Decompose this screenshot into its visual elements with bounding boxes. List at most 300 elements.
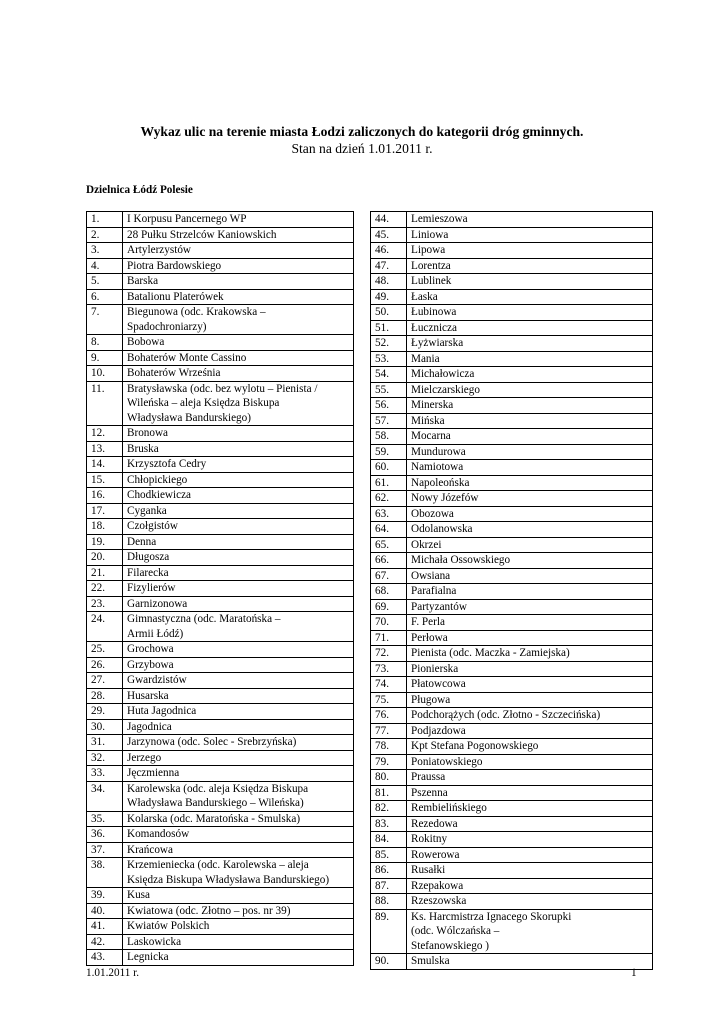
street-name xyxy=(123,534,354,550)
row-number: 71. xyxy=(371,630,407,646)
street-name xyxy=(123,934,354,950)
street-name-line: Kwiatowa (odc. Złotno – pos. nr 39) xyxy=(127,904,291,917)
street-name xyxy=(123,673,354,689)
row-number: 85. xyxy=(371,847,407,863)
table-row xyxy=(371,429,653,445)
table-row xyxy=(371,289,653,305)
street-name-line: Rowerowa xyxy=(411,848,460,861)
street-name xyxy=(407,460,653,476)
row-number: 7. xyxy=(87,305,123,335)
street-name-line: Armii Łódź) xyxy=(127,627,184,640)
row-number: 20. xyxy=(87,550,123,566)
table-row xyxy=(371,491,653,507)
row-number: 18. xyxy=(87,519,123,535)
street-name xyxy=(123,858,354,888)
street-name xyxy=(407,506,653,522)
street-name xyxy=(123,903,354,919)
street-name-line: Lublinek xyxy=(411,275,452,287)
row-number: 76. xyxy=(371,708,407,724)
street-name xyxy=(123,503,354,519)
street-name-line: Smulska xyxy=(411,955,450,967)
table-row xyxy=(371,320,653,336)
street-name-line: F. Perla xyxy=(411,616,445,628)
street-name-line: Spadochroniarzy) xyxy=(127,320,207,333)
table-row xyxy=(371,909,653,954)
street-name xyxy=(123,781,354,811)
row-number: 38. xyxy=(87,858,123,888)
street-name xyxy=(123,335,354,351)
table-row xyxy=(371,785,653,801)
table-row xyxy=(87,503,354,519)
street-name-line: Lorentza xyxy=(411,259,451,272)
street-name xyxy=(407,692,653,708)
table-row xyxy=(371,832,653,848)
street-name-line: Lemieszowa xyxy=(411,213,468,225)
street-name-line: Chłopickiego xyxy=(127,473,188,486)
street-name xyxy=(123,888,354,904)
street-name-line: Płatowcowa xyxy=(411,678,466,690)
street-name-line: Pionierska xyxy=(411,662,459,675)
table-row xyxy=(371,708,653,724)
row-number: 51. xyxy=(371,320,407,336)
street-name-line: Komandosów xyxy=(127,828,190,840)
street-name xyxy=(123,596,354,612)
table-row xyxy=(371,227,653,243)
street-name xyxy=(123,550,354,566)
row-number: 8. xyxy=(87,335,123,351)
street-name xyxy=(407,336,653,352)
row-number: 14. xyxy=(87,457,123,473)
row-number: 55. xyxy=(371,382,407,398)
table-row xyxy=(87,827,354,843)
street-name xyxy=(407,739,653,755)
street-name-line: Perłowa xyxy=(411,631,448,644)
table-row xyxy=(87,919,354,935)
street-name xyxy=(407,444,653,460)
row-number: 47. xyxy=(371,258,407,274)
street-name xyxy=(123,488,354,504)
street-name xyxy=(123,519,354,535)
street-name-line: Krzysztofa Cedry xyxy=(127,458,207,470)
row-number: 58. xyxy=(371,429,407,445)
street-name xyxy=(407,646,653,662)
street-name xyxy=(123,426,354,442)
row-number: 17. xyxy=(87,503,123,519)
table-row xyxy=(87,781,354,811)
row-number: 56. xyxy=(371,398,407,414)
street-name xyxy=(123,750,354,766)
row-number: 59. xyxy=(371,444,407,460)
table-row xyxy=(87,842,354,858)
row-number: 69. xyxy=(371,599,407,615)
table-row xyxy=(87,472,354,488)
street-name xyxy=(407,398,653,414)
street-name-line: Rokitny xyxy=(411,833,448,845)
table-row xyxy=(87,488,354,504)
table-row xyxy=(87,596,354,612)
street-name-line: Karolewska (odc. aleja Księdza Biskupa xyxy=(127,782,309,795)
row-number: 24. xyxy=(87,612,123,642)
row-number: 61. xyxy=(371,475,407,491)
row-number: 66. xyxy=(371,553,407,569)
street-name xyxy=(407,227,653,243)
table-row xyxy=(87,704,354,720)
street-name-line: Władysława Bandurskiego – Wileńska) xyxy=(127,797,304,809)
row-number: 90. xyxy=(371,954,407,970)
row-number: 78. xyxy=(371,739,407,755)
street-name-line: Legnicka xyxy=(127,951,169,963)
table-row xyxy=(87,350,354,366)
row-number: 46. xyxy=(371,243,407,259)
table-row xyxy=(371,444,653,460)
row-number: 40. xyxy=(87,903,123,919)
street-name xyxy=(407,832,653,848)
street-name-line: Grochowa xyxy=(127,643,174,655)
street-name xyxy=(407,475,653,491)
street-name-line: Mińska xyxy=(411,414,445,427)
street-name xyxy=(123,274,354,290)
table-row xyxy=(371,878,653,894)
table-row xyxy=(87,688,354,704)
street-name-line: Mundurowa xyxy=(411,445,466,458)
street-name-line: Bohaterów Monte Cassino xyxy=(127,351,247,364)
street-name-line: Rezedowa xyxy=(411,817,458,830)
row-number: 81. xyxy=(371,785,407,801)
row-number: 30. xyxy=(87,719,123,735)
row-number: 10. xyxy=(87,366,123,382)
street-name xyxy=(123,472,354,488)
row-number: 16. xyxy=(87,488,123,504)
street-name-line: Kwiatów Polskich xyxy=(127,920,210,932)
table-row xyxy=(371,460,653,476)
street-name-line: Minerska xyxy=(411,399,454,411)
street-name xyxy=(123,735,354,751)
street-name xyxy=(123,642,354,658)
street-name-line: Rzeszowska xyxy=(411,895,467,907)
row-number: 83. xyxy=(371,816,407,832)
document-title: Wykaz ulic na terenie miasta Łodzi zaliczonych do kategorii dróg gminnych. xyxy=(140,124,584,139)
row-number: 6. xyxy=(87,289,123,305)
street-name-line: Bronowa xyxy=(127,427,169,439)
document-subtitle: Stan na dzień 1.01.2011 r. xyxy=(291,141,433,156)
row-number: 68. xyxy=(371,584,407,600)
table-row xyxy=(87,243,354,259)
table-row xyxy=(87,534,354,550)
row-number: 19. xyxy=(87,534,123,550)
street-name xyxy=(407,708,653,724)
row-number: 65. xyxy=(371,537,407,553)
table-row xyxy=(87,888,354,904)
street-name-line: Rusałki xyxy=(411,864,446,876)
street-name xyxy=(407,243,653,259)
table-row xyxy=(371,754,653,770)
row-number: 74. xyxy=(371,677,407,693)
table-row xyxy=(371,212,653,228)
street-name xyxy=(407,537,653,553)
row-number: 64. xyxy=(371,522,407,538)
street-name-line: Bobowa xyxy=(127,336,165,348)
street-name xyxy=(123,243,354,259)
table-row xyxy=(87,441,354,457)
table-row xyxy=(87,274,354,290)
table-row xyxy=(371,599,653,615)
table-row xyxy=(371,863,653,879)
row-number: 86. xyxy=(371,863,407,879)
streets-table-left xyxy=(86,211,354,966)
street-name xyxy=(407,863,653,879)
street-name xyxy=(407,661,653,677)
street-name xyxy=(123,350,354,366)
street-name-line: Partyzantów xyxy=(411,600,467,613)
district-heading: Dzielnica Łódź Polesie xyxy=(86,184,193,196)
table-row xyxy=(371,413,653,429)
table-row xyxy=(371,630,653,646)
table-row xyxy=(371,553,653,569)
street-name-line: Cyganka xyxy=(127,504,167,517)
row-number: 21. xyxy=(87,565,123,581)
street-name xyxy=(123,305,354,335)
street-name-line: Podjazdowa xyxy=(411,724,466,737)
row-number: 4. xyxy=(87,258,123,274)
row-number: 31. xyxy=(87,735,123,751)
table-row xyxy=(87,212,354,228)
table-row xyxy=(371,258,653,274)
row-number: 44. xyxy=(371,212,407,228)
row-number: 82. xyxy=(371,801,407,817)
street-name xyxy=(123,704,354,720)
street-name-line: Artylerzystów xyxy=(127,244,192,256)
street-name xyxy=(123,212,354,228)
street-name-line: Odolanowska xyxy=(411,523,473,535)
table-row xyxy=(87,811,354,827)
table-row xyxy=(87,950,354,966)
street-name-line: Łubinowa xyxy=(411,306,457,318)
row-number: 22. xyxy=(87,581,123,597)
table-row xyxy=(87,550,354,566)
row-number: 15. xyxy=(87,472,123,488)
street-name xyxy=(123,657,354,673)
street-name xyxy=(407,258,653,274)
street-name-line: Lipowa xyxy=(411,244,446,256)
row-number: 72. xyxy=(371,646,407,662)
table-row xyxy=(87,903,354,919)
street-name-line: Czołgistów xyxy=(127,520,178,532)
street-name xyxy=(123,457,354,473)
table-row xyxy=(87,335,354,351)
table-row xyxy=(371,770,653,786)
table-row xyxy=(371,954,653,970)
table-row xyxy=(371,382,653,398)
street-name-line: Jęczmienna xyxy=(127,767,180,779)
table-row xyxy=(87,858,354,888)
table-row xyxy=(371,475,653,491)
street-name-line: Łucznicza xyxy=(411,321,457,334)
street-name xyxy=(407,909,653,954)
table-row xyxy=(371,305,653,321)
street-name xyxy=(407,522,653,538)
row-number: 80. xyxy=(371,770,407,786)
street-name-line: Mania xyxy=(411,352,440,365)
row-number: 23. xyxy=(87,596,123,612)
street-name-line: Władysława Bandurskiego) xyxy=(127,411,251,424)
street-name xyxy=(407,878,653,894)
street-name-line: Biegunowa (odc. Krakowska – xyxy=(127,306,266,318)
row-number: 45. xyxy=(371,227,407,243)
table-row xyxy=(87,519,354,535)
row-number: 84. xyxy=(371,832,407,848)
street-name xyxy=(407,816,653,832)
street-name xyxy=(407,382,653,398)
street-name xyxy=(123,766,354,782)
table-row xyxy=(371,801,653,817)
table-row xyxy=(371,894,653,910)
table-row xyxy=(371,677,653,693)
street-name xyxy=(123,719,354,735)
row-number: 27. xyxy=(87,673,123,689)
street-name-line: Podchorążych (odc. Złotno - Szczecińska) xyxy=(411,709,601,721)
row-number: 32. xyxy=(87,750,123,766)
table-row xyxy=(371,723,653,739)
street-name xyxy=(123,366,354,382)
table-row xyxy=(371,615,653,631)
street-name-line: Napoleońska xyxy=(411,476,470,489)
street-name xyxy=(407,553,653,569)
table-row xyxy=(87,612,354,642)
street-name-line: Garnizonowa xyxy=(127,597,188,610)
row-number: 28. xyxy=(87,688,123,704)
row-number: 87. xyxy=(371,878,407,894)
row-number: 1. xyxy=(87,212,123,228)
street-name-line: Batalionu Platerówek xyxy=(127,290,224,303)
street-name xyxy=(407,491,653,507)
row-number: 9. xyxy=(87,350,123,366)
row-number: 53. xyxy=(371,351,407,367)
table-row xyxy=(371,522,653,538)
street-name-line: Laskowicka xyxy=(127,935,182,948)
table-row xyxy=(87,673,354,689)
row-number: 29. xyxy=(87,704,123,720)
row-number: 48. xyxy=(371,274,407,290)
street-name-line: Pszenna xyxy=(411,786,448,799)
street-name xyxy=(407,894,653,910)
row-number: 49. xyxy=(371,289,407,305)
street-name-line: (odc. Wólczańska – xyxy=(411,925,500,937)
street-name xyxy=(407,954,653,970)
table-row xyxy=(87,426,354,442)
street-name-line: Okrzei xyxy=(411,538,442,551)
table-row xyxy=(371,646,653,662)
street-name xyxy=(123,227,354,243)
table-row xyxy=(371,274,653,290)
row-number: 60. xyxy=(371,460,407,476)
street-name xyxy=(123,919,354,935)
street-name xyxy=(407,584,653,600)
street-name xyxy=(407,785,653,801)
table-row xyxy=(87,750,354,766)
street-name xyxy=(407,367,653,383)
street-name-line: Długosza xyxy=(127,551,170,563)
row-number: 11. xyxy=(87,381,123,426)
street-name-line: Owsiana xyxy=(411,569,451,582)
street-name xyxy=(407,212,653,228)
row-number: 75. xyxy=(371,692,407,708)
row-number: 89. xyxy=(371,909,407,954)
street-name xyxy=(123,811,354,827)
table-row xyxy=(87,657,354,673)
street-name-line: Krańcowa xyxy=(127,843,173,856)
street-name-line: Kolarska (odc. Maratońska - Smulska) xyxy=(127,812,301,825)
street-name xyxy=(123,688,354,704)
table-row xyxy=(87,305,354,335)
table-row xyxy=(371,398,653,414)
street-name-line: Bohaterów Września xyxy=(127,367,221,379)
street-name xyxy=(123,612,354,642)
street-name-line: Filarecka xyxy=(127,566,169,579)
street-name-line: Wileńska – aleja Księdza Biskupa xyxy=(127,397,280,409)
street-name xyxy=(407,801,653,817)
table-row xyxy=(371,661,653,677)
street-name-line: Pienista (odc. Maczka - Zamiejska) xyxy=(411,647,570,659)
street-name-line: Michałowicza xyxy=(411,368,475,380)
street-name-line: Krzemieniecka (odc. Karolewska – aleja xyxy=(127,859,309,871)
row-number: 41. xyxy=(87,919,123,935)
table-row xyxy=(371,537,653,553)
street-name-line: Gimnastyczna (odc. Maratońska – xyxy=(127,613,281,625)
table-row xyxy=(371,739,653,755)
street-name-line: Bruska xyxy=(127,442,159,455)
row-number: 3. xyxy=(87,243,123,259)
row-number: 50. xyxy=(371,305,407,321)
row-number: 77. xyxy=(371,723,407,739)
row-number: 13. xyxy=(87,441,123,457)
row-number: 57. xyxy=(371,413,407,429)
street-name xyxy=(407,320,653,336)
street-name-line: Poniatowskiego xyxy=(411,755,483,768)
table-row xyxy=(87,366,354,382)
street-name xyxy=(123,950,354,966)
street-name-line: Parafialna xyxy=(411,585,457,597)
street-name xyxy=(407,723,653,739)
street-name-line: Namiotowa xyxy=(411,461,464,473)
row-number: 5. xyxy=(87,274,123,290)
table-row xyxy=(87,258,354,274)
street-name xyxy=(123,842,354,858)
table-row xyxy=(371,506,653,522)
row-number: 73. xyxy=(371,661,407,677)
street-name xyxy=(407,754,653,770)
street-name xyxy=(123,441,354,457)
street-name-line: Łaska xyxy=(411,290,438,303)
streets-table-right xyxy=(370,211,653,970)
street-name-line: Piotra Bardowskiego xyxy=(127,259,222,272)
street-name-line: Kpt Stefana Pogonowskiego xyxy=(411,740,539,752)
street-name-line: Barska xyxy=(127,275,159,287)
street-name-line: 28 Pułku Strzelców Kaniowskich xyxy=(127,228,277,241)
table-row xyxy=(87,719,354,735)
row-number: 62. xyxy=(371,491,407,507)
table-row xyxy=(371,816,653,832)
street-name-line: Nowy Józefów xyxy=(411,492,479,504)
street-name xyxy=(123,289,354,305)
street-name xyxy=(407,677,653,693)
street-name-line: Chodkiewicza xyxy=(127,489,191,501)
table-row xyxy=(371,568,653,584)
street-name xyxy=(407,630,653,646)
street-name xyxy=(123,258,354,274)
row-number: 35. xyxy=(87,811,123,827)
street-name-line: Bratysławska (odc. bez wylotu – Pienista / xyxy=(127,382,318,395)
street-name xyxy=(407,351,653,367)
